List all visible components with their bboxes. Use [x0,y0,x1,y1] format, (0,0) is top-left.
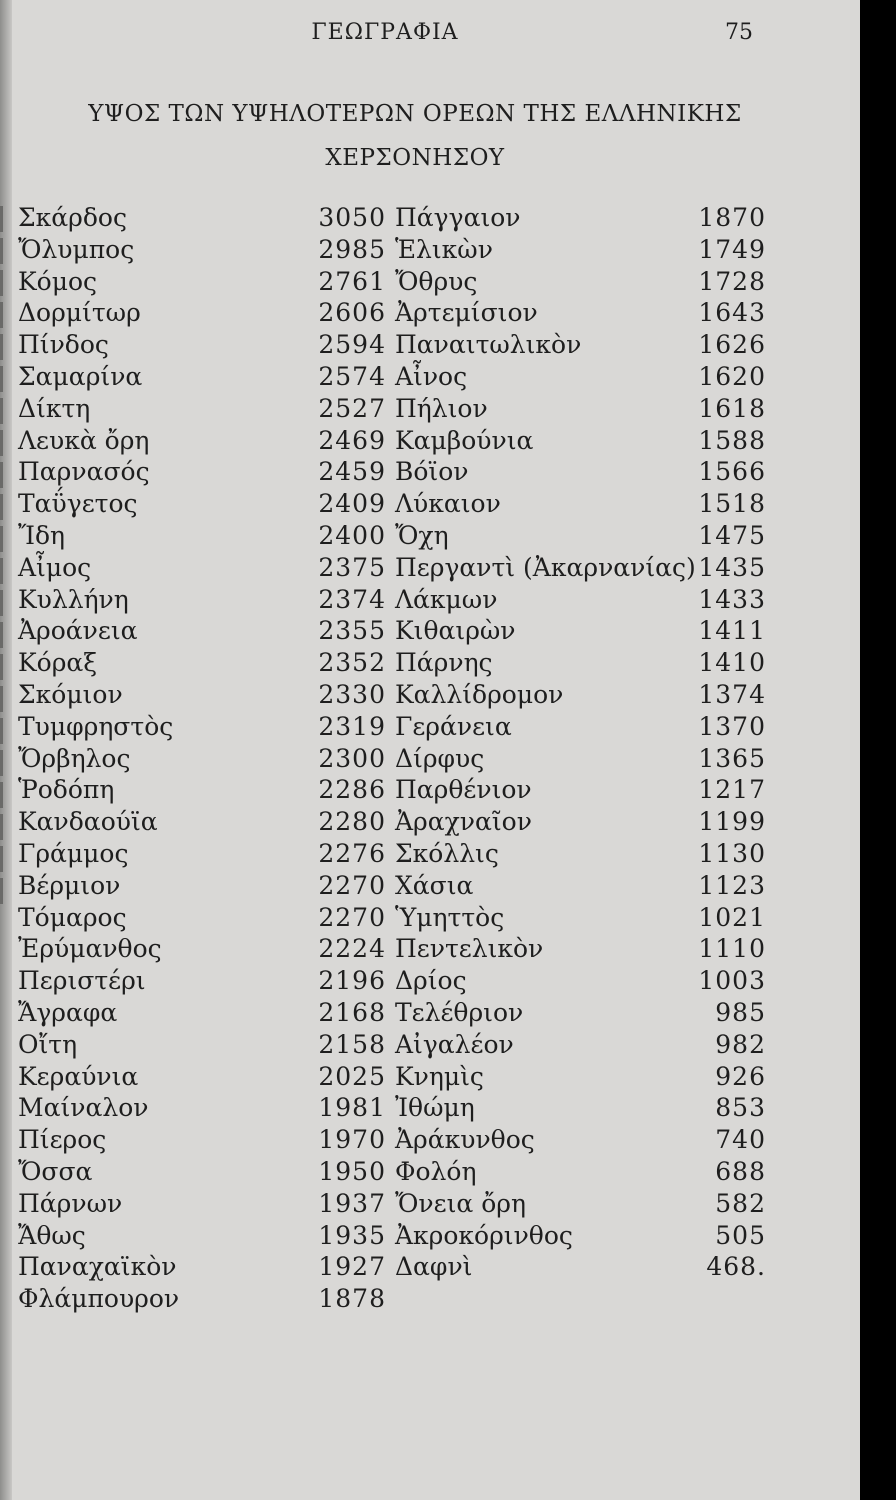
mountain-height: 2574 [318,361,386,391]
mountain-row [18,361,388,393]
mountain-row [395,329,785,361]
mountain-height: 1728 [698,266,766,296]
mountain-row [18,933,388,965]
mountain-name: Σκόμιον [18,679,123,709]
mountain-row [18,584,388,616]
mountain-height: 2459 [318,457,386,487]
mountain-row [395,1220,785,1252]
mountain-height: 1411 [698,616,766,646]
mountain-row [18,997,388,1029]
mountain-name: Ὄνεια ὄρη [395,1188,526,1218]
mountain-row [18,425,388,457]
mountain-name: Καλλίδρομον [395,679,564,709]
mountain-name: Φολόη [395,1156,477,1186]
mountain-height: 2594 [318,330,386,360]
table-title [20,92,810,180]
mountain-name: Ἰθώμη [395,1093,475,1123]
mountain-height: 2761 [318,266,386,296]
mountain-row [395,520,785,552]
mountain-height: 505 [715,1220,766,1250]
mountain-height: 1937 [318,1188,386,1218]
mountain-row [395,1188,785,1220]
mountain-name: Ταΰγετος [18,489,138,519]
page-number: 75 [725,20,753,45]
mountain-row [18,329,388,361]
mountain-row [18,1251,388,1283]
mountain-height: 1618 [698,393,766,423]
mountain-row [18,870,388,902]
mountain-row [18,1124,388,1156]
mountain-name: Λάκμων [395,584,498,614]
mountain-height: 1878 [318,1284,386,1314]
mountain-height: 982 [715,1029,766,1059]
mountain-name: Ἴδη [18,520,66,550]
mountain-name: Κυλλήνη [18,584,129,614]
mountain-height: 582 [715,1188,766,1218]
mountain-height: 688 [715,1156,766,1186]
mountain-height: 1518 [698,489,766,519]
mountain-name: Τελέθριον [395,997,524,1027]
mountain-height: 2270 [318,870,386,900]
mountain-name: Πίνδος [18,330,109,360]
mountain-name: Παρθένιον [395,775,532,805]
mountain-row [18,297,388,329]
mountain-row [18,615,388,647]
mountain-row [18,1283,388,1315]
mountain-height: 1435 [698,552,766,582]
mountain-row [18,965,388,997]
mountain-height: 1749 [698,234,766,264]
running-title: ΓΕΩΓΡΑΦΙΑ [311,20,459,45]
mountain-row [395,806,785,838]
mountain-height: 2330 [318,679,386,709]
mountain-row [395,615,785,647]
mountain-name: Δορμίτωρ [18,298,141,328]
mountain-row [395,584,785,616]
mountain-name: Ἑλικὼν [395,234,493,264]
mountain-height: 2527 [318,393,386,423]
mountain-row [18,393,388,425]
mountain-row [18,234,388,266]
mountain-row [18,552,388,584]
mountain-name: Κανδαούϊα [18,807,158,837]
mountain-name: Κόραξ [18,648,98,678]
mountain-row [395,202,785,234]
mountain-row [395,456,785,488]
mountain-name: Παναιτωλικὸν [395,330,582,360]
mountain-name: Περγαντὶ (Ἀκαρνανίας) [395,552,696,582]
mountain-row [18,1220,388,1252]
mountain-height: 1981 [318,1093,386,1123]
mountain-height: 2196 [318,966,386,996]
mountain-name: Κόμος [18,266,98,296]
mountain-name: Πίερος [18,1125,107,1155]
mountain-name: Λευκὰ ὄρη [18,425,150,455]
mountain-name: Δίρφυς [395,743,485,773]
mountain-row [18,1061,388,1093]
mountain-row [18,266,388,298]
mountain-name: Κιθαιρὼν [395,616,516,646]
mountain-name: Ἄθως [18,1220,86,1250]
mountain-row [395,933,785,965]
mountain-height: 2375 [318,552,386,582]
mountain-name: Ὄσσα [18,1156,93,1186]
mountain-height: 2286 [318,775,386,805]
mountain-row [18,1029,388,1061]
mountain-height: 853 [715,1093,766,1123]
mountain-height: 2224 [318,934,386,964]
mountain-name: Ὄλυμπος [18,234,135,264]
mountain-height: 1199 [698,807,766,837]
mountain-row [395,774,785,806]
mountain-name: Ῥοδόπη [18,775,115,805]
mountain-row [395,297,785,329]
left-mountain-column [18,202,388,1315]
mountain-name: Δαφνὶ [395,1252,473,1282]
mountain-name: Οἴτη [18,1029,78,1059]
mountain-row [395,902,785,934]
mountain-row [18,520,388,552]
mountain-row [18,806,388,838]
mountain-height: 2374 [318,584,386,614]
mountain-name: Ἀκροκόρινθος [395,1220,573,1250]
mountain-row [18,202,388,234]
mountain-name: Ἀραχναῖον [395,807,532,837]
mountain-height: 468. [706,1252,766,1282]
mountain-name: Ὑμηττὸς [395,902,505,932]
mountain-name: Σκάρδος [18,203,127,232]
mountain-row [395,647,785,679]
mountain-height: 2025 [318,1061,386,1091]
mountain-height: 926 [715,1061,766,1091]
mountain-row [395,1029,785,1061]
mountain-height: 2280 [318,807,386,837]
mountain-name: Γράμμος [18,838,129,868]
mountain-row [395,711,785,743]
mountain-row [18,902,388,934]
mountain-height: 985 [715,997,766,1027]
mountain-row [18,774,388,806]
mountain-row [18,488,388,520]
mountain-height: 1003 [698,966,766,996]
mountain-row [395,361,785,393]
mountain-name: Δίκτη [18,393,91,423]
mountain-height: 740 [715,1125,766,1155]
mountain-height: 1643 [698,298,766,328]
mountain-height: 1374 [698,679,766,709]
mountain-height: 3050 [318,203,386,232]
mountain-row [395,1251,785,1283]
mountain-row [395,552,785,584]
mountain-height: 2300 [318,743,386,773]
binding-marks [0,200,12,904]
mountain-name: Τυμφρηστὸς [18,711,174,741]
mountain-name: Πεντελικὸν [395,934,544,964]
mountain-row [395,1156,785,1188]
mountain-name: Βόϊον [395,457,469,487]
mountain-name: Πάρνης [395,648,493,678]
mountain-row [18,1156,388,1188]
mountain-name: Καμβούνια [395,425,534,455]
page-binding-edge [0,0,12,1500]
mountain-name: Ἀρτεμίσιον [395,298,538,328]
mountain-name: Σαμαρίνα [18,361,143,391]
mountain-height: 1410 [698,648,766,678]
mountain-height: 1475 [698,520,766,550]
mountain-height: 2985 [318,234,386,264]
mountain-name: Μαίναλον [18,1093,149,1123]
mountain-name: Λύκαιον [395,489,501,519]
right-mountain-column [395,202,785,1283]
mountain-row [395,425,785,457]
mountain-name: Ὄθρυς [395,266,478,296]
mountain-row [18,711,388,743]
mountain-height: 1927 [318,1252,386,1282]
mountain-name: Πάγγαιον [395,203,521,232]
mountain-height: 2168 [318,997,386,1027]
table-title-line-2: ΧΕΡΣΟΝΗΣΟΥ [325,145,505,171]
mountain-name: Πήλιον [395,393,488,423]
mountain-height: 2319 [318,711,386,741]
mountain-row [18,743,388,775]
mountain-row [395,234,785,266]
mountain-row [395,488,785,520]
mountain-row [395,1092,785,1124]
mountain-row [395,679,785,711]
mountain-height: 1433 [698,584,766,614]
mountain-row [395,393,785,425]
mountain-name: Ἀράκυνθος [395,1125,535,1155]
mountain-height: 2270 [318,902,386,932]
mountain-row [395,1124,785,1156]
mountain-height: 2276 [318,838,386,868]
mountain-name: Χάσια [395,870,474,900]
mountain-height: 1935 [318,1220,386,1250]
mountain-name: Ἐρύμανθος [18,934,162,964]
mountain-height: 1566 [698,457,766,487]
mountain-row [18,838,388,870]
mountain-height: 1365 [698,743,766,773]
mountain-name: Βέρμιον [18,870,121,900]
mountain-height: 1130 [698,838,766,868]
mountain-height: 1970 [318,1125,386,1155]
mountain-row [18,647,388,679]
mountain-height: 2400 [318,520,386,550]
mountain-row [18,456,388,488]
mountain-row [395,997,785,1029]
mountain-height: 1217 [698,775,766,805]
mountain-height: 1370 [698,711,766,741]
mountain-row [395,870,785,902]
mountain-height: 2355 [318,616,386,646]
mountain-name: Πάρνων [18,1188,123,1218]
table-title-line-1: ΥΨΟΣ ΤΩΝ ΥΨΗΛΟΤΕΡΩΝ ΟΡΕΩΝ ΤΗΣ ΕΛΛΗΝΙΚΗΣ [88,101,742,127]
mountain-name: Παναχαϊκὸν [18,1252,177,1282]
mountain-row [18,1188,388,1220]
mountain-row [395,838,785,870]
mountain-height: 1021 [698,902,766,932]
mountain-name: Αἶνος [395,361,468,391]
mountain-height: 2409 [318,489,386,519]
mountain-name: Φλάμπουρον [18,1284,180,1314]
mountain-name: Τόμαρος [18,902,127,932]
mountain-height: 2352 [318,648,386,678]
mountain-height: 1626 [698,330,766,360]
mountain-row [18,1092,388,1124]
mountain-name: Ὄχη [395,520,449,550]
mountain-name: Κεραύνια [18,1061,139,1091]
mountain-row [395,1061,785,1093]
mountain-height: 1870 [698,203,766,232]
mountain-height: 1620 [698,361,766,391]
mountain-name: Ἀροάνεια [18,616,138,646]
mountain-height: 1588 [698,425,766,455]
mountain-height: 1110 [698,934,766,964]
mountain-height: 1950 [318,1156,386,1186]
mountain-name: Περιστέρι [18,966,146,996]
mountain-name: Κνημὶς [395,1061,484,1091]
mountain-row [18,679,388,711]
mountain-row [395,743,785,775]
mountain-name: Αἰγαλέον [395,1029,514,1059]
mountain-name: Ὄρβηλος [18,743,131,773]
mountain-height: 2469 [318,425,386,455]
mountain-row [395,266,785,298]
mountain-name: Παρνασός [18,457,150,487]
mountain-name: Σκόλλις [395,838,499,868]
mountain-height: 2158 [318,1029,386,1059]
mountain-name: Αἶμος [18,552,92,582]
mountain-height: 2606 [318,298,386,328]
mountain-height: 1123 [698,870,766,900]
mountain-name: Ἄγραφα [18,997,118,1027]
mountain-name: Γεράνεια [395,711,512,741]
mountain-name: Δρίος [395,966,467,996]
mountain-row [395,965,785,997]
